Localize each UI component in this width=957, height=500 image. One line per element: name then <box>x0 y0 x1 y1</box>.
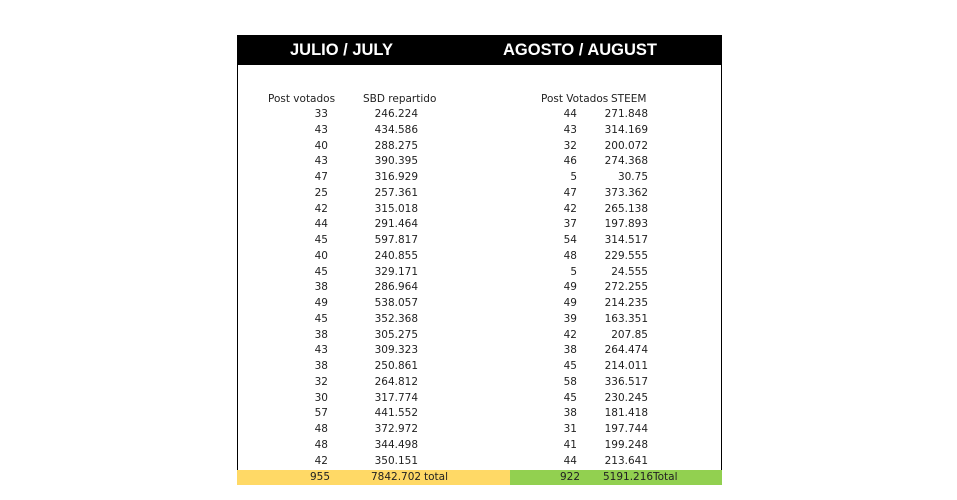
august-steem-cell: 30.75 <box>617 171 648 183</box>
july-posts-cell: 32 <box>314 375 328 388</box>
august-steem-cell: 265.138 <box>604 202 648 215</box>
august-total-cell <box>510 470 722 485</box>
august-steem-cell: 230.245 <box>604 391 648 404</box>
july-title: JULIO / JULY <box>290 41 394 59</box>
august-posts-cell: 37 <box>563 218 577 231</box>
table-row <box>238 439 721 455</box>
august-title: AGOSTO / AUGUST <box>503 41 658 59</box>
table-row <box>238 344 721 360</box>
july-sbd-cell: 257.361 <box>374 186 418 199</box>
august-steem-cell: 274.368 <box>604 155 648 168</box>
july-sbd-cell: 309.323 <box>374 344 418 357</box>
august-steem-cell: 213.641 <box>604 454 648 467</box>
table-row <box>238 407 721 423</box>
july-posts-cell: 40 <box>314 249 328 262</box>
august-total-steem: 5191.216 <box>603 471 654 483</box>
august-posts-cell: 31 <box>563 423 577 435</box>
july-posts-cell: 45 <box>314 312 328 325</box>
july-posts-cell: 33 <box>314 108 328 120</box>
july-posts-cell: 38 <box>314 360 328 372</box>
august-posts-cell: 49 <box>563 297 577 309</box>
july-sbd-cell: 250.861 <box>374 360 418 372</box>
table-row <box>238 360 721 376</box>
table-row <box>238 187 721 203</box>
august-posts-cell: 49 <box>563 281 577 294</box>
table-row <box>238 140 721 156</box>
august-steem-cell: 214.011 <box>604 360 648 372</box>
august-total-label: Total <box>653 471 678 483</box>
july-posts-cell: 45 <box>314 265 328 278</box>
table-row <box>238 266 721 282</box>
july-posts-cell: 43 <box>314 155 328 168</box>
july-sbd-cell: 317.774 <box>374 391 418 404</box>
august-steem-cell: 197.744 <box>604 423 648 435</box>
table-row <box>238 218 721 234</box>
july-posts-cell: 44 <box>314 218 328 231</box>
spreadsheet-table <box>237 35 722 485</box>
july-sbd-cell: 315.018 <box>374 202 418 215</box>
totals-row <box>237 470 722 485</box>
july-posts-cell: 42 <box>314 454 328 467</box>
table-row <box>238 297 721 313</box>
july-sbd-cell: 538.057 <box>374 297 418 309</box>
august-posts-cell: 5 <box>570 265 577 278</box>
july-sbd-cell: 288.275 <box>374 139 418 152</box>
july-total-posts: 955 <box>309 471 330 483</box>
july-posts-cell: 30 <box>314 391 328 404</box>
table-row <box>238 203 721 219</box>
august-steem-cell: 214.235 <box>604 297 648 309</box>
table-row <box>238 281 721 297</box>
august-posts-cell: 42 <box>563 328 577 341</box>
july-sbd-cell: 240.855 <box>374 249 418 262</box>
july-sbd-cell: 352.368 <box>374 312 418 325</box>
august-steem-cell: 314.517 <box>604 234 648 246</box>
data-rows <box>238 108 721 470</box>
table-row <box>238 155 721 171</box>
august-posts-cell: 47 <box>563 186 577 199</box>
august-posts-cell: 44 <box>563 108 577 120</box>
table-row <box>238 250 721 266</box>
august-posts-cell: 5 <box>570 171 577 183</box>
july-total-sbd: 7842.702 <box>371 471 422 483</box>
july-posts-cell: 42 <box>314 202 328 215</box>
august-posts-cell: 48 <box>563 249 577 262</box>
august-steem-cell: 373.362 <box>604 186 648 199</box>
table-row <box>238 392 721 408</box>
august-posts-cell: 44 <box>563 454 577 467</box>
august-posts-cell: 43 <box>563 123 577 136</box>
july-posts-cell: 47 <box>314 171 328 183</box>
august-steem-cell: 272.255 <box>604 281 648 294</box>
august-posts-column-header: Post Votados <box>541 93 609 105</box>
table-row <box>238 124 721 140</box>
august-steem-cell: 336.517 <box>604 375 648 388</box>
july-sbd-cell: 441.552 <box>374 407 418 420</box>
august-steem-cell: 24.555 <box>611 265 648 278</box>
july-posts-cell: 25 <box>314 186 328 199</box>
july-posts-cell: 48 <box>314 438 328 451</box>
table-row <box>238 423 721 439</box>
table-row <box>238 376 721 392</box>
july-posts-cell: 38 <box>314 328 328 341</box>
august-posts-cell: 39 <box>563 312 577 325</box>
july-posts-cell: 40 <box>314 139 328 152</box>
august-posts-cell: 58 <box>563 375 577 388</box>
july-sbd-cell: 246.224 <box>374 108 418 120</box>
july-posts-cell: 48 <box>314 423 328 435</box>
august-posts-cell: 42 <box>563 202 577 215</box>
july-sbd-cell: 316.929 <box>374 171 418 183</box>
table-row <box>238 313 721 329</box>
august-steem-cell: 199.248 <box>604 438 648 451</box>
july-posts-cell: 43 <box>314 123 328 136</box>
august-posts-cell: 41 <box>563 438 577 451</box>
august-steem-cell: 200.072 <box>604 139 648 152</box>
august-total-posts: 922 <box>560 471 581 483</box>
august-steem-cell: 229.555 <box>604 249 648 262</box>
august-posts-cell: 45 <box>563 360 577 372</box>
july-sbd-cell: 390.395 <box>374 155 418 168</box>
august-steem-column-header: STEEM <box>611 93 647 105</box>
table-row <box>238 455 721 471</box>
august-steem-cell: 163.351 <box>604 312 648 325</box>
july-posts-cell: 57 <box>314 407 328 420</box>
july-total-cell <box>237 470 510 485</box>
table-row <box>238 329 721 345</box>
july-sbd-cell: 291.464 <box>374 218 418 231</box>
july-posts-cell: 45 <box>314 234 328 246</box>
july-sbd-cell: 344.498 <box>374 438 418 451</box>
table-header-bar <box>238 35 721 65</box>
august-steem-cell: 207.85 <box>611 328 648 341</box>
july-sbd-cell: 372.972 <box>374 423 418 435</box>
july-sbd-cell: 286.964 <box>374 281 418 294</box>
august-posts-cell: 46 <box>563 155 577 168</box>
july-posts-cell: 49 <box>314 297 328 309</box>
table-row <box>238 234 721 250</box>
july-posts-column-header: Post votados <box>268 93 336 105</box>
august-posts-cell: 45 <box>563 391 577 404</box>
august-posts-cell: 38 <box>563 407 577 420</box>
july-total-label: total <box>424 471 449 483</box>
table-row <box>238 171 721 187</box>
table-row <box>238 108 721 124</box>
august-posts-cell: 54 <box>563 234 577 246</box>
july-posts-cell: 43 <box>314 344 328 357</box>
august-steem-cell: 271.848 <box>604 108 648 120</box>
july-sbd-cell: 350.151 <box>374 454 418 467</box>
july-sbd-cell: 305.275 <box>374 328 418 341</box>
july-sbd-cell: 264.812 <box>374 375 418 388</box>
august-posts-cell: 32 <box>563 139 577 152</box>
july-posts-cell: 38 <box>314 281 328 294</box>
july-sbd-column-header: SBD repartido <box>363 93 437 105</box>
july-sbd-cell: 434.586 <box>374 123 418 136</box>
august-steem-cell: 181.418 <box>604 407 648 420</box>
august-posts-cell: 38 <box>563 344 577 357</box>
july-sbd-cell: 597.817 <box>374 234 418 246</box>
august-steem-cell: 197.893 <box>604 218 648 231</box>
july-sbd-cell: 329.171 <box>374 265 418 278</box>
august-steem-cell: 314.169 <box>604 123 648 136</box>
august-steem-cell: 264.474 <box>604 344 648 357</box>
